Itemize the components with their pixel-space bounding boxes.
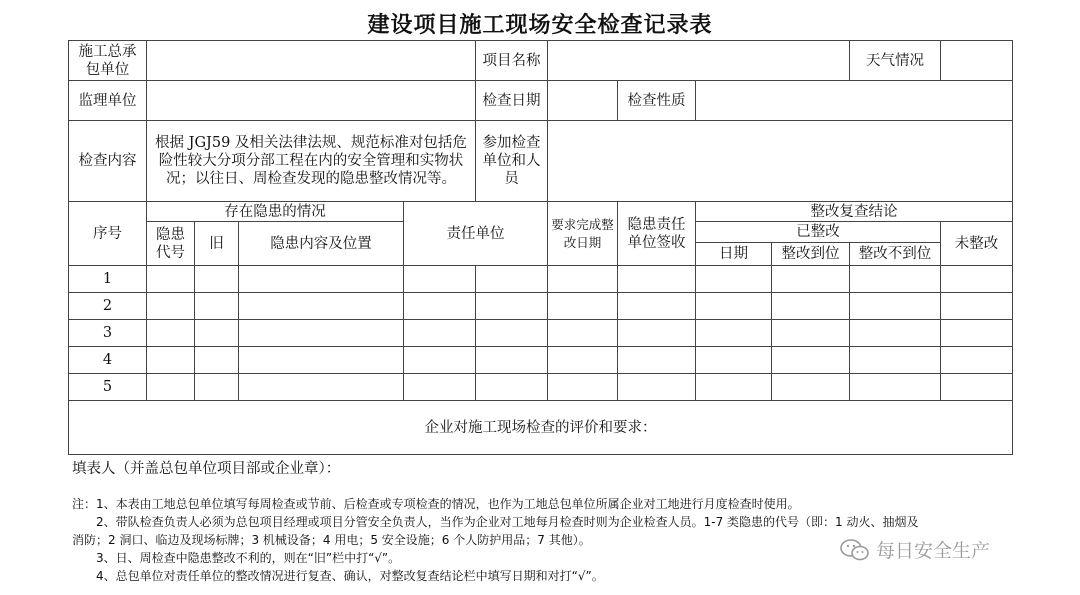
row-number: 2 (69, 293, 147, 320)
cell[interactable] (850, 347, 941, 374)
hazard-desc-header: 隐患内容及位置 (239, 222, 404, 266)
note-2-continued: 消防；2 洞口、临边及现场标牌；3 机械设备；4 用电；5 安全设施；6 个人防护用品；7 其他）。 (72, 533, 591, 547)
cell[interactable] (696, 320, 772, 347)
cell[interactable] (476, 293, 548, 320)
cell[interactable] (548, 374, 618, 401)
check-content-label: 检查内容 (69, 121, 147, 202)
cell[interactable] (404, 293, 476, 320)
seq-header: 序号 (69, 202, 147, 266)
cell[interactable] (147, 266, 195, 293)
cell[interactable] (772, 374, 850, 401)
done-properly-header: 整改到位 (772, 243, 850, 266)
table-row (69, 266, 1013, 293)
cell[interactable] (696, 374, 772, 401)
cell[interactable] (548, 293, 618, 320)
cell[interactable] (548, 347, 618, 374)
cell[interactable] (476, 320, 548, 347)
check-nature-label: 检查性质 (618, 81, 696, 121)
cell[interactable] (404, 266, 476, 293)
cell[interactable] (476, 374, 548, 401)
note-1: 注：1、本表由工地总包单位填写每周检查或节前、后检查或专项检查的情况，也作为工地总包单位所属企业对工地进行月度检查时使用。 (72, 497, 800, 511)
row-number: 4 (69, 347, 147, 374)
cell[interactable] (548, 266, 618, 293)
contractor-field[interactable] (147, 41, 476, 81)
cell[interactable] (404, 320, 476, 347)
cell[interactable] (850, 320, 941, 347)
hazard-signoff-header: 隐患责任单位签收 (618, 202, 696, 266)
cell[interactable] (618, 347, 696, 374)
check-content-text: 根据 JGJ59 及相关法律法规、规范标准对包括危险性较大分项分部工程在内的安全管理和实物状况；以往日、周检查发现的隐患整改情况等。 (147, 121, 476, 202)
date-header: 日期 (696, 243, 772, 266)
cell[interactable] (772, 293, 850, 320)
check-date-field[interactable] (548, 81, 618, 121)
watermark-text: 每日安全生产 (876, 540, 991, 562)
inspection-record-table (68, 40, 1013, 455)
cell[interactable] (195, 293, 239, 320)
cell[interactable] (941, 347, 1013, 374)
participants-label: 参加检查单位和人员 (476, 121, 548, 202)
project-name-label: 项目名称 (476, 41, 548, 81)
cell[interactable] (195, 347, 239, 374)
wechat-icon (840, 539, 870, 561)
project-name-field[interactable] (548, 41, 850, 81)
review-conclusion-header: 整改复查结论 (696, 202, 1013, 222)
cell[interactable] (941, 293, 1013, 320)
cell[interactable] (239, 293, 404, 320)
cell[interactable] (850, 266, 941, 293)
cell[interactable] (239, 320, 404, 347)
not-rectified-header: 未整改 (941, 222, 1013, 266)
note-4: 4、总包单位对责任单位的整改情况进行复查、确认，对整改复查结论栏中填写日期和对打“√”。 (96, 569, 604, 583)
cell[interactable] (548, 320, 618, 347)
form-title: 建设项目施工现场安全检查记录表 (367, 12, 713, 38)
cell[interactable] (476, 266, 548, 293)
table-row (69, 347, 1013, 374)
cell[interactable] (147, 293, 195, 320)
row-number: 1 (69, 266, 147, 293)
table-row (69, 293, 1013, 320)
evaluation-label: 企业对施工现场检查的评价和要求： (424, 419, 657, 436)
table-row (69, 320, 1013, 347)
cell[interactable] (195, 320, 239, 347)
cell[interactable] (696, 347, 772, 374)
row-number: 3 (69, 320, 147, 347)
cell[interactable] (404, 374, 476, 401)
cell[interactable] (147, 347, 195, 374)
cell[interactable] (772, 347, 850, 374)
cell[interactable] (618, 293, 696, 320)
cell[interactable] (147, 320, 195, 347)
cell[interactable] (618, 320, 696, 347)
watermark (840, 536, 990, 563)
supervisor-label: 监理单位 (69, 81, 147, 121)
participants-field[interactable] (548, 121, 1013, 202)
cell[interactable] (696, 266, 772, 293)
cell[interactable] (147, 374, 195, 401)
not-done-properly-header: 整改不到位 (850, 243, 941, 266)
rectified-header: 已整改 (696, 222, 941, 243)
cell[interactable] (239, 266, 404, 293)
required-date-header: 要求完成整改日期 (548, 202, 618, 266)
contractor-label: 施工总承包单位 (69, 41, 147, 81)
table-row (69, 374, 1013, 401)
cell[interactable] (195, 374, 239, 401)
cell[interactable] (850, 293, 941, 320)
supervisor-field[interactable] (147, 81, 476, 121)
check-date-label: 检查日期 (476, 81, 548, 121)
weather-field[interactable] (941, 41, 1013, 81)
evaluation-field[interactable] (69, 401, 1013, 455)
cell[interactable] (941, 374, 1013, 401)
cell[interactable] (618, 374, 696, 401)
cell[interactable] (772, 266, 850, 293)
cell[interactable] (195, 266, 239, 293)
row-number: 5 (69, 374, 147, 401)
note-3: 3、日、周检查中隐患整改不利的，则在“旧”栏中打“√”。 (96, 551, 401, 565)
hazard-situation-header: 存在隐患的情况 (147, 202, 404, 222)
cell[interactable] (941, 320, 1013, 347)
hazard-code-header: 隐患代号 (147, 222, 195, 266)
cell[interactable] (239, 374, 404, 401)
cell[interactable] (404, 347, 476, 374)
cell[interactable] (850, 374, 941, 401)
old-header: 旧 (195, 222, 239, 266)
cell[interactable] (239, 347, 404, 374)
cell[interactable] (618, 266, 696, 293)
cell[interactable] (941, 266, 1013, 293)
cell[interactable] (772, 320, 850, 347)
cell[interactable] (696, 293, 772, 320)
cell[interactable] (476, 347, 548, 374)
note-2: 2、带队检查负责人必须为总包项目经理或项目分管安全负责人，当作为企业对工地每月检查时则为企业检查人员。1-7 类隐患的代号（即：1 动火、抽烟及 (96, 515, 919, 529)
responsible-unit-header: 责任单位 (404, 202, 548, 266)
weather-label: 天气情况 (850, 41, 941, 81)
check-nature-field[interactable] (696, 81, 1013, 121)
filler-signature-line: 填表人（并盖总包单位项目部或企业章）： (72, 461, 341, 477)
